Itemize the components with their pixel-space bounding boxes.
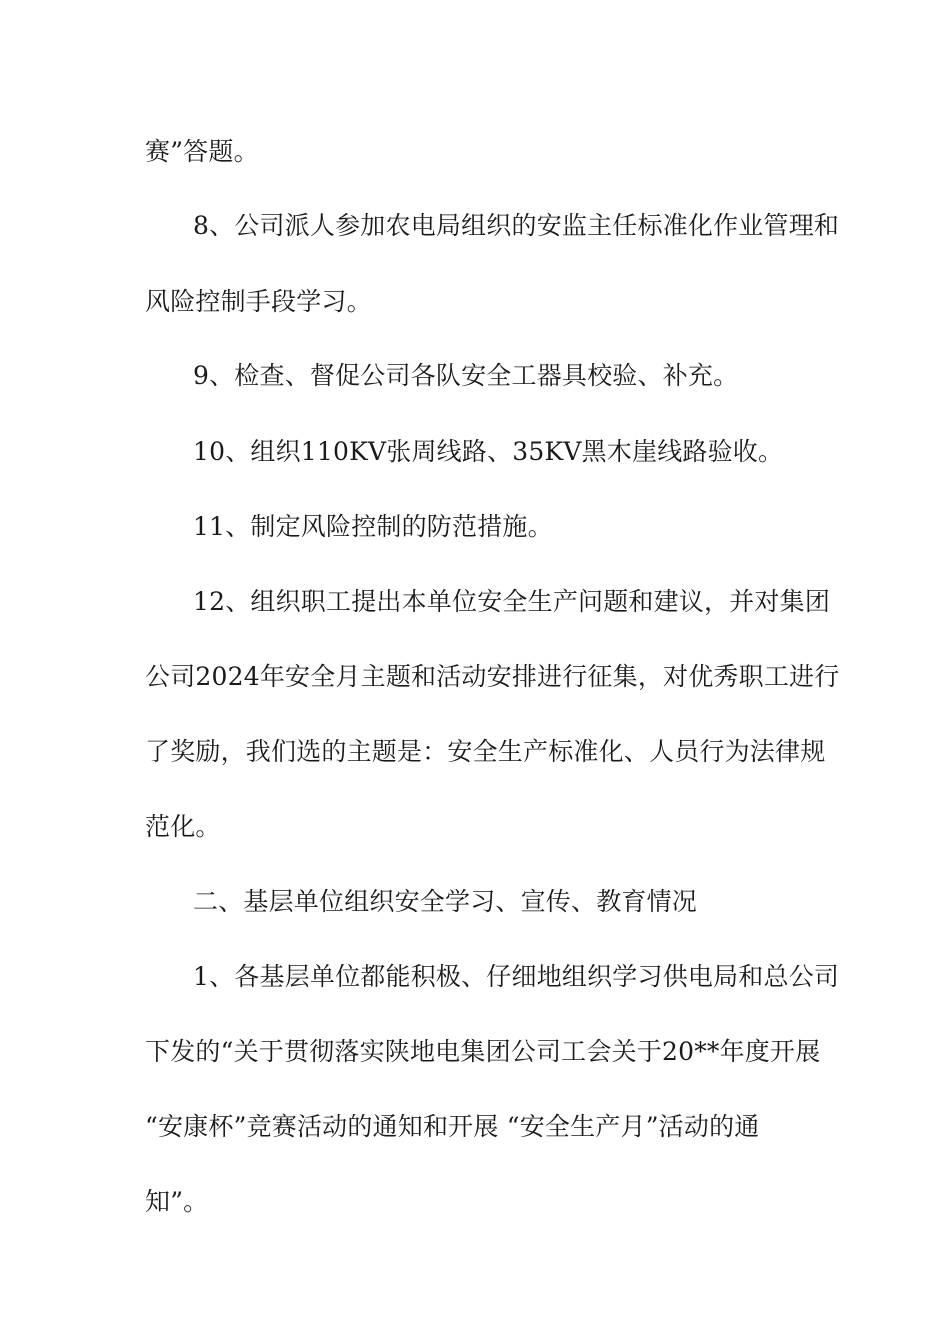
text-line: 9、检查、督促公司各队安全工器具校验、补充。	[193, 361, 739, 390]
text-line: “安康杯”竞赛活动的通知和开展 “安全生产月”活动的通	[145, 1112, 760, 1141]
text-line: 了奖励，我们选的主题是：安全生产标准化、人员行为法律规	[145, 737, 826, 766]
text-line: 8、公司派人参加农电局组织的安监主任标准化作业管理和	[193, 211, 840, 240]
text-line: 11、制定风险控制的防范措施。	[193, 512, 553, 541]
section-heading: 二、基层单位组织安全学习、宣传、教育情况	[193, 887, 698, 916]
text-line: 12、组织职工提出本单位安全生产问题和建议，并对集团	[193, 587, 831, 616]
text-line: 赛”答题。	[145, 137, 259, 166]
text-line: 公司2024年安全月主题和活动安排进行征集，对优秀职工进行	[145, 662, 840, 691]
text-line: 风险控制手段学习。	[145, 287, 372, 316]
text-line: 范化。	[145, 812, 221, 841]
text-line: 1、各基层单位都能积极、仔细地组织学习供电局和总公司	[193, 962, 840, 991]
text-line: 10、组织110KV张周线路、35KV黑木崖线路验收。	[193, 437, 784, 466]
text-line: 知”。	[145, 1187, 209, 1216]
text-line: 下发的“关于贯彻落实陕地电集团公司工会关于20**年度开展	[145, 1037, 821, 1066]
